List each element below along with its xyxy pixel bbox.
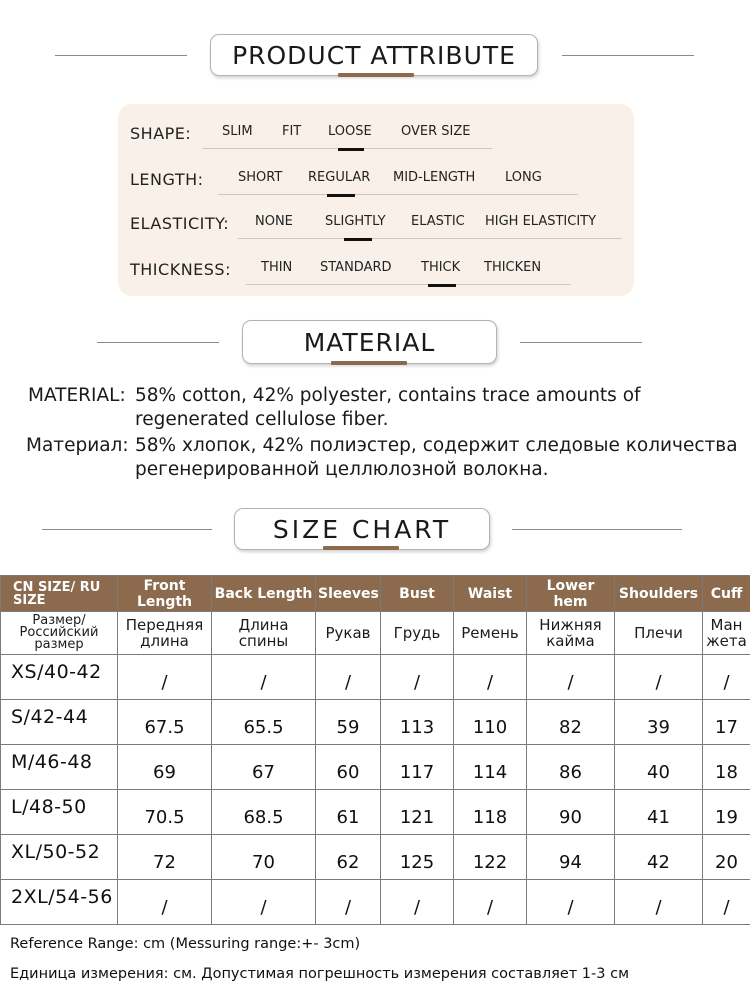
attribute-option: NONE — [255, 214, 293, 229]
table-row — [1, 790, 750, 835]
section-title-text: MATERIAL — [303, 327, 436, 357]
size-label-cell: M/46-48 — [1, 745, 118, 790]
title-accent-bar — [338, 73, 414, 77]
attribute-option-selected: REGULAR — [308, 170, 371, 185]
attribute-option: SHORT — [238, 170, 283, 185]
selected-underline — [327, 194, 355, 197]
measurement-cell: 41 — [615, 790, 703, 835]
measurement-cell: / — [615, 880, 703, 925]
measurement-cell: 70 — [212, 835, 316, 880]
attribute-label: ELASTICITY: — [130, 214, 230, 233]
header-line-left — [42, 529, 212, 530]
measurement-cell: 114 — [454, 745, 527, 790]
measurement-cell: 68.5 — [212, 790, 316, 835]
material-label-ru: Материал: — [26, 435, 129, 456]
title-accent-bar — [323, 546, 399, 550]
measurement-cell: / — [316, 880, 381, 925]
table-row — [1, 835, 750, 880]
material-text-en-2: regenerated cellulose fiber. — [135, 409, 389, 430]
column-header: Shoulders — [615, 576, 703, 612]
column-header-ru: Длина спины — [212, 612, 316, 655]
column-header-ru: Передняя длина — [118, 612, 212, 655]
measurement-cell: / — [381, 880, 454, 925]
header-line-right — [562, 55, 694, 56]
material-text-en-1: 58% cotton, 42% polyester, contains trace amounts of — [135, 385, 641, 406]
measurement-cell: 125 — [381, 835, 454, 880]
column-header: Waist — [454, 576, 527, 612]
measurement-cell: 67.5 — [118, 700, 212, 745]
column-header-ru: Ремень — [454, 612, 527, 655]
measurement-cell: / — [703, 655, 750, 700]
measurement-cell: 122 — [454, 835, 527, 880]
column-header: Back Length — [212, 576, 316, 612]
measurement-cell: 59 — [316, 700, 381, 745]
measurement-cell: 42 — [615, 835, 703, 880]
column-header-ru: Плечи — [615, 612, 703, 655]
section-title-material — [242, 320, 497, 364]
section-title-size-chart — [234, 508, 490, 550]
measurement-cell: 40 — [615, 745, 703, 790]
material-label-en: MATERIAL: — [28, 385, 126, 406]
attribute-label: SHAPE: — [130, 124, 192, 143]
measurement-note-ru: Единица измерения: см. Допустимая погрешность измерения составляет 1-3 см — [10, 966, 630, 982]
header-line-right — [520, 342, 642, 343]
measurement-cell: / — [212, 655, 316, 700]
attribute-option: ELASTIC — [411, 214, 465, 229]
column-header: Lower hem — [527, 576, 615, 612]
selected-underline — [344, 238, 372, 241]
header-row-en — [1, 576, 750, 612]
selected-underline — [338, 148, 364, 151]
measurement-cell: 82 — [527, 700, 615, 745]
measurement-cell: / — [316, 655, 381, 700]
measurement-cell: 117 — [381, 745, 454, 790]
size-label-cell: XS/40-42 — [1, 655, 118, 700]
size-label-cell: XL/50-52 — [1, 835, 118, 880]
column-header: CN SIZE/ RU SIZE — [1, 576, 118, 612]
title-accent-bar — [331, 361, 407, 365]
material-text-ru-1: 58% хлопок, 42% полиэстер, содержит следовые количества — [135, 435, 738, 456]
column-header-ru: Нижняя кайма — [527, 612, 615, 655]
attribute-option: OVER SIZE — [401, 124, 471, 139]
selected-underline — [428, 284, 456, 287]
measurement-cell: / — [454, 655, 527, 700]
measurement-cell: 94 — [527, 835, 615, 880]
attribute-option: LONG — [505, 170, 542, 185]
header-line-right — [512, 529, 682, 530]
attribute-option: THIN — [261, 260, 293, 275]
material-text-ru-2: регенерированной целлюлозной волокна. — [135, 459, 549, 480]
attribute-option: HIGH ELASTICITY — [485, 214, 597, 229]
option-baseline — [218, 194, 578, 195]
column-header: Sleeves — [316, 576, 381, 612]
attribute-label: LENGTH: — [130, 170, 204, 189]
column-header-ru: Размер/ Российский размер — [1, 612, 118, 655]
size-label-cell: L/48-50 — [1, 790, 118, 835]
attribute-option-selected: SLIGHTLY — [325, 214, 386, 229]
measurement-cell: 113 — [381, 700, 454, 745]
measurement-cell: 65.5 — [212, 700, 316, 745]
column-header-ru: Грудь — [381, 612, 454, 655]
attribute-label: THICKNESS: — [130, 260, 231, 279]
measurement-cell: 17 — [703, 700, 750, 745]
size-chart-table — [0, 575, 750, 925]
header-row-ru — [1, 612, 750, 655]
attribute-row-thickness — [118, 254, 634, 284]
attribute-row-length — [118, 164, 634, 194]
table-row — [1, 745, 750, 790]
measurement-cell: / — [212, 880, 316, 925]
measurement-cell: 60 — [316, 745, 381, 790]
table-row — [1, 880, 750, 925]
reference-range-note: Reference Range: cm (Messuring range:+- 3cm) — [10, 936, 361, 952]
measurement-cell: 61 — [316, 790, 381, 835]
measurement-cell: / — [527, 880, 615, 925]
header-line-left — [55, 55, 187, 56]
column-header: Bust — [381, 576, 454, 612]
measurement-cell: 121 — [381, 790, 454, 835]
attribute-option: THICKEN — [484, 260, 542, 275]
measurement-cell: 18 — [703, 745, 750, 790]
measurement-cell: 70.5 — [118, 790, 212, 835]
measurement-cell: / — [454, 880, 527, 925]
measurement-cell: / — [615, 655, 703, 700]
measurement-cell: 19 — [703, 790, 750, 835]
column-header: Cuff — [703, 576, 750, 612]
option-baseline — [246, 284, 571, 285]
measurement-cell: 67 — [212, 745, 316, 790]
size-label-cell: 2XL/54-56 — [1, 880, 118, 925]
measurement-cell: 110 — [454, 700, 527, 745]
size-label-cell: S/42-44 — [1, 700, 118, 745]
measurement-cell: 118 — [454, 790, 527, 835]
column-header-ru: Рукав — [316, 612, 381, 655]
attribute-card — [118, 104, 634, 296]
attribute-option: SLIM — [222, 124, 253, 139]
section-title-text: PRODUCT ATTRIBUTE — [232, 40, 516, 70]
section-title-product-attribute — [210, 34, 538, 76]
section-title-text: SIZE CHART — [272, 514, 452, 544]
attribute-row-shape — [118, 118, 634, 148]
measurement-cell: 90 — [527, 790, 615, 835]
measurement-cell: 69 — [118, 745, 212, 790]
measurement-cell: / — [118, 880, 212, 925]
measurement-cell: 72 — [118, 835, 212, 880]
measurement-cell: / — [381, 655, 454, 700]
header-line-left — [97, 342, 219, 343]
attribute-option: MID-LENGTH — [393, 170, 476, 185]
table-row — [1, 655, 750, 700]
measurement-cell: / — [527, 655, 615, 700]
measurement-cell: 39 — [615, 700, 703, 745]
table-row — [1, 700, 750, 745]
attribute-option: FIT — [282, 124, 302, 139]
attribute-row-elasticity — [118, 208, 634, 238]
option-baseline — [238, 238, 622, 239]
measurement-cell: / — [118, 655, 212, 700]
attribute-option: STANDARD — [320, 260, 392, 275]
attribute-option-selected: LOOSE — [328, 124, 372, 139]
measurement-cell: 20 — [703, 835, 750, 880]
measurement-cell: / — [703, 880, 750, 925]
column-header-ru: Ман жета — [703, 612, 750, 655]
measurement-cell: 62 — [316, 835, 381, 880]
measurement-cell: 86 — [527, 745, 615, 790]
attribute-option-selected: THICK — [421, 260, 461, 275]
column-header: Front Length — [118, 576, 212, 612]
